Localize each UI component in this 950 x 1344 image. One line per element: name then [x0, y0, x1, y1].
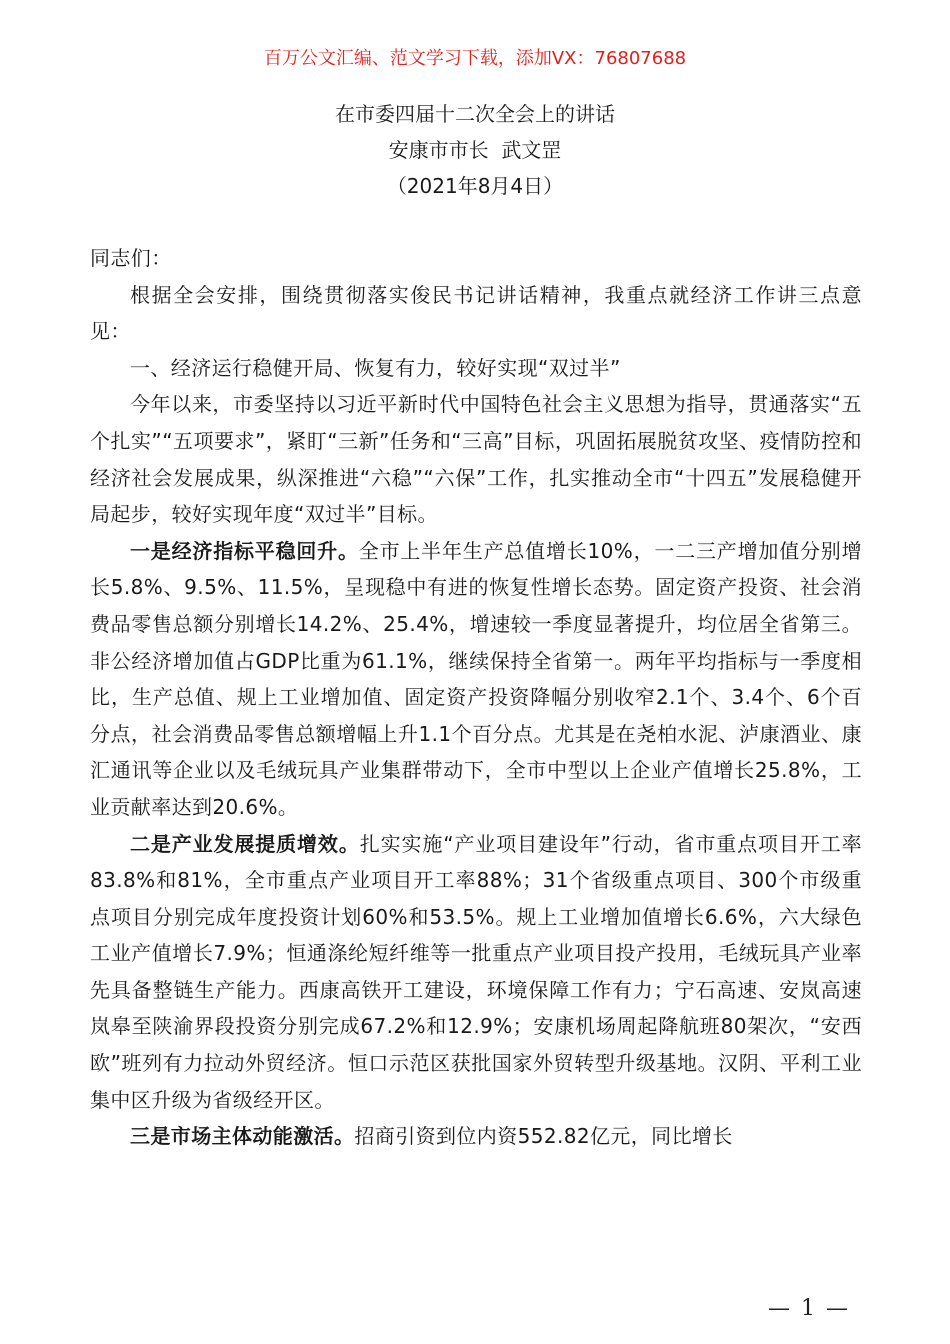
point-2-text: 扎实实施“产业项目建设年”行动，省市重点项目开工率83.8%和81%，全市重点产业项目开工率88%；31个省级重点项目、300个市级重点项目分别完成年度投资计划60%和53.5%。规上工业增加值增长6.6%，六大绿色工业产值增长7.9%；恒通涤纶短纤维等一批重点产业项目投产投用，毛绒玩具产业率先具备整链生产能力。西康高铁开工建设，环境保障工作有力；宁石高速、安岚高速岚皋至陕渝界段投资分别完成67.2%和12.9%；安康机场周起降航班80架次，“安西欧”班列有力拉动外贸经济。恒口示范区获批国家外贸转型升级基地。汉阴、平利工业集中区升级为省级经开区。	[90, 831, 862, 1112]
point-1-paragraph	[90, 533, 862, 826]
title-block	[0, 96, 950, 204]
intro-paragraph: 根据全会安排，围绕贯彻落实俊民书记讲话精神，我重点就经济工作讲三点意见：	[90, 282, 862, 344]
document-body	[90, 240, 862, 1155]
header-banner: 百万公文汇编、范文学习下载，添加VX：76807688	[263, 48, 687, 69]
document-date: （2021年8月4日）	[386, 174, 564, 198]
point-3-text: 招商引资到位内资552.82亿元，同比增长	[354, 1124, 733, 1149]
point-1-text: 全市上半年生产总值增长10%，一二三产增加值分别增长5.8%、9.5%、11.5%，呈现稳中有进的恢复性增长态势。固定资产投资、社会消费品零售总额分别增长14.2%、25.4%，增速较一季度显著提升，均位居全省第三。非公经济增加值占GDP比重为61.1%，继续保持全省第一。两年平均指标与一季度相比，生产总值、规上工业增加值、固定资产投资降幅分别收窄2.1个、3.4个、6个百分点，社会消费品零售总额增幅上升1.1个百分点。尤其是在尧柏水泥、泸康酒业、康汇通讯等企业以及毛绒玩具产业集群带动下，全市中型以上企业产值增长25.8%，工业贡献率达到20.6%。	[90, 538, 862, 819]
section-heading: 一、经济运行稳健开局、恢复有力，较好实现“双过半”	[130, 355, 621, 380]
document-title: 在市委四届十二次全会上的讲话	[335, 102, 615, 126]
point-3-paragraph	[90, 1118, 862, 1155]
point-3-lead: 三是市场主体动能激活。	[130, 1124, 355, 1149]
page-number: — 1 —	[768, 1296, 850, 1321]
overview-paragraph: 今年以来，市委坚持以习近平新时代中国特色社会主义思想为指导，贯通落实“五个扎实”“五项要求”，紧盯“三新”任务和“三高”目标，巩固拓展脱贫攻坚、疫情防控和经济社会发展成果，纵深推进“六稳”“六保”工作，扎实推动全市“十四五”发展稳健开局起步，较好实现年度“双过半”目标。	[90, 392, 862, 527]
document-author: 安康市市长 武文罡	[388, 138, 562, 162]
point-1-lead: 一是经济指标平稳回升。	[130, 538, 359, 563]
point-2-lead: 二是产业发展提质增效。	[130, 831, 360, 856]
point-2-paragraph	[90, 826, 862, 1119]
salutation: 同志们：	[90, 246, 172, 270]
